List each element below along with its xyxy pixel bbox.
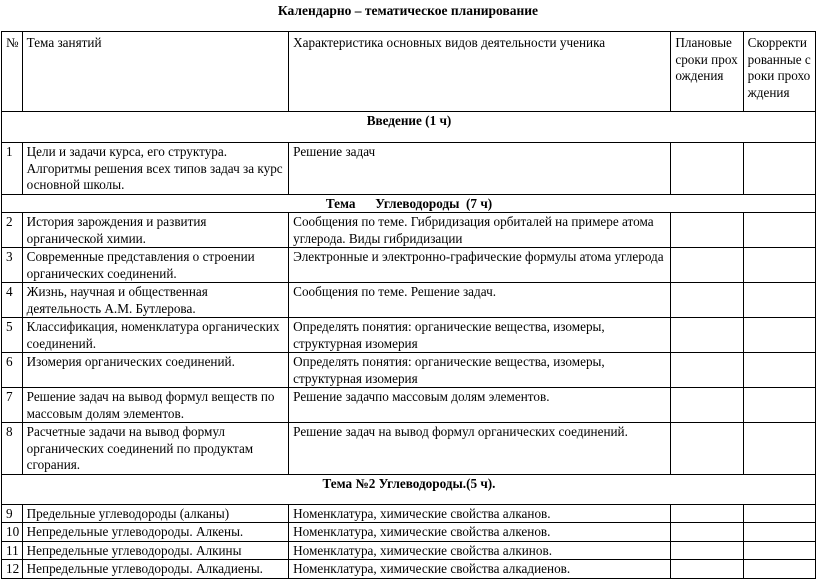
row-corrected [743, 523, 815, 542]
row-corrected [743, 423, 815, 475]
row-planned [671, 318, 743, 353]
row-planned [671, 388, 743, 423]
row-topic: Изомерия органических соединений. [22, 353, 289, 388]
row-corrected [743, 504, 815, 523]
row-activity: Электронные и электронно-графические формулы атома углерода [289, 248, 671, 283]
row-num: 12 [2, 560, 23, 579]
table-row [2, 318, 816, 353]
row-planned [671, 213, 743, 248]
row-activity: Номенклатура, химические свойства алкенов. [289, 523, 671, 542]
section-row [2, 474, 816, 504]
row-topic: Непредельные углеводороды. Алкадиены. [22, 560, 289, 579]
planning-table [1, 31, 816, 579]
row-topic: Современные представления о строении органических соединений. [22, 248, 289, 283]
row-planned [671, 248, 743, 283]
row-planned [671, 353, 743, 388]
row-planned [671, 283, 743, 318]
section-row [2, 112, 816, 143]
row-num: 10 [2, 523, 23, 542]
row-activity: Решение задач на вывод формул органических соединений. [289, 423, 671, 475]
table-row [2, 213, 816, 248]
row-num: 4 [2, 283, 23, 318]
table-row [2, 353, 816, 388]
row-corrected [743, 283, 815, 318]
row-num: 6 [2, 353, 23, 388]
table-row [2, 248, 816, 283]
section-title: Введение (1 ч) [2, 112, 816, 143]
row-num: 5 [2, 318, 23, 353]
row-activity: Номенклатура, химические свойства алкадиенов. [289, 560, 671, 579]
row-activity: Решение задач [289, 143, 671, 195]
row-planned [671, 523, 743, 542]
section-title: Тема Углеводороды (7 ч) [2, 194, 816, 213]
row-activity: Номенклатура, химические свойства алкинов. [289, 541, 671, 560]
document-title: Календарно – тематическое планирование [277, 3, 539, 18]
row-topic: Предельные углеводороды (алканы) [22, 504, 289, 523]
row-num: 3 [2, 248, 23, 283]
section-title: Тема №2 Углеводороды.(5 ч). [2, 474, 816, 504]
table-row [2, 541, 816, 560]
header-corrected: Скорректированные сроки прохождения [743, 32, 815, 112]
header-activity: Характеристика основных видов деятельности ученика [289, 32, 671, 112]
row-corrected [743, 248, 815, 283]
row-num: 8 [2, 423, 23, 475]
row-planned [671, 143, 743, 195]
row-planned [671, 504, 743, 523]
header-planned: Плановые сроки прохождения [671, 32, 743, 112]
table-row [2, 423, 816, 475]
table-header-row [2, 32, 816, 112]
row-activity: Сообщения по теме. Гибридизация орбиталей на примере атома углерода. Виды гибридизации [289, 213, 671, 248]
row-corrected [743, 560, 815, 579]
row-corrected [743, 318, 815, 353]
row-activity: Сообщения по теме. Решение задач. [289, 283, 671, 318]
row-activity: Номенклатура, химические свойства алканов. [289, 504, 671, 523]
row-corrected [743, 541, 815, 560]
row-corrected [743, 143, 815, 195]
row-planned [671, 423, 743, 475]
row-corrected [743, 388, 815, 423]
header-num: № [2, 32, 23, 112]
row-planned [671, 560, 743, 579]
table-row [2, 388, 816, 423]
table-row [2, 560, 816, 579]
row-num: 9 [2, 504, 23, 523]
table-row [2, 283, 816, 318]
row-topic: История зарождения и развития органической химии. [22, 213, 289, 248]
row-topic: Непредельные углеводороды. Алкены. [22, 523, 289, 542]
row-corrected [743, 353, 815, 388]
row-activity: Решение задачпо массовым долям элементов. [289, 388, 671, 423]
row-topic: Жизнь, научная и общественная деятельность А.М. Бутлерова. [22, 283, 289, 318]
row-num: 11 [2, 541, 23, 560]
row-topic: Непредельные углеводороды. Алкины [22, 541, 289, 560]
row-topic: Расчетные задачи на вывод формул органических соединений по продуктам сгорания. [22, 423, 289, 475]
row-num: 7 [2, 388, 23, 423]
row-num: 2 [2, 213, 23, 248]
row-topic: Решение задач на вывод формул веществ по массовым долям элементов. [22, 388, 289, 423]
row-activity: Определять понятия: органические вещества, изомеры, структурная изомерия [289, 353, 671, 388]
table-row [2, 523, 816, 542]
row-corrected [743, 213, 815, 248]
row-num: 1 [2, 143, 23, 195]
row-planned [671, 541, 743, 560]
header-topic: Тема занятий [22, 32, 289, 112]
table-row [2, 504, 816, 523]
row-activity: Определять понятия: органические вещества, изомеры, структурная изомерия [289, 318, 671, 353]
row-topic: Цели и задачи курса, его структура. Алгоритмы решения всех типов задач за курс основной школы. [22, 143, 289, 195]
section-row [2, 194, 816, 213]
row-topic: Классификация, номенклатура органических соединений. [22, 318, 289, 353]
table-row [2, 143, 816, 195]
